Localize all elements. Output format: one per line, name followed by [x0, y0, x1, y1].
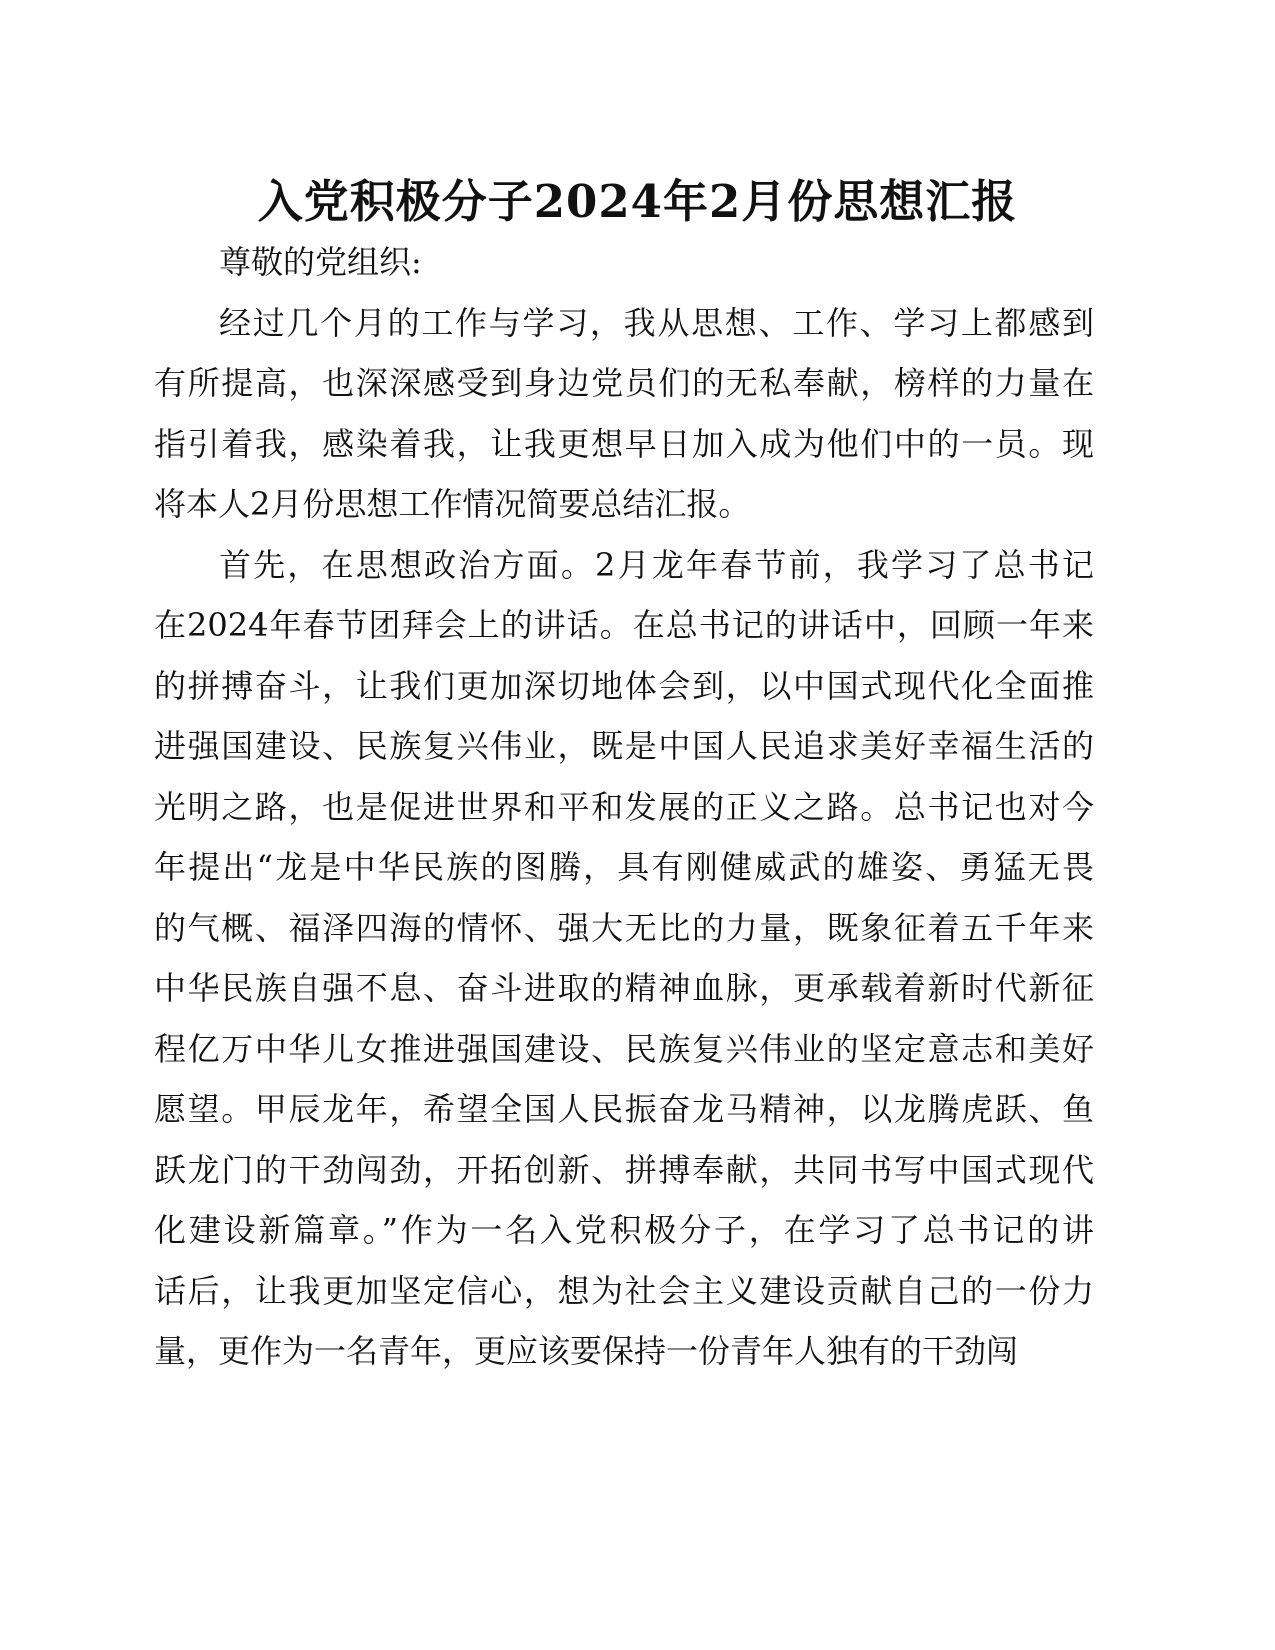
salutation-line: 尊敬的党组织: — [219, 243, 422, 281]
paragraph-line: 话后，让我更加坚定信心，想为社会主义建设贡献自己的一份力 — [154, 1271, 1094, 1310]
paragraph-line: 有所提高，也深深感受到身边党员们的无私奉献，榜样的力量在 — [154, 364, 1094, 402]
paragraph-line: 经过几个月的工作与学习，我从思想、工作、学习上都感到 — [219, 303, 1094, 342]
paragraph-line: 进强国建设、民族复兴伟业，既是中国人民追求美好幸福生活的 — [154, 727, 1094, 765]
paragraph-line: 光明之路，也是促进世界和平和发展的正义之路。总书记也对今 — [154, 787, 1094, 826]
document-body — [154, 232, 1094, 1382]
paragraph-line: 年提出“龙是中华民族的图腾，具有刚健威武的雄姿、勇猛无畏 — [154, 848, 1094, 886]
paragraph-line: 中华民族自强不息、奋斗进取的精神血脉，更承载着新时代新征 — [154, 969, 1094, 1007]
paragraph-line: 的气概、福泽四海的情怀、强大无比的力量，既象征着五千年来 — [154, 908, 1094, 947]
paragraph-line: 化建设新篇章。”作为一名入党积极分子，在学习了总书记的讲 — [154, 1211, 1094, 1249]
paragraph-line: 愿望。甲辰龙年，希望全国人民振奋龙马精神，以龙腾虎跃、鱼 — [154, 1090, 1094, 1128]
paragraph-line: 指引着我，感染着我，让我更想早日加入成为他们中的一员。现 — [154, 424, 1094, 463]
paragraph-line: 量，更作为一名青年，更应该要保持一份青年人独有的干劲闯 — [154, 1332, 1019, 1370]
paragraph-line: 在2024年春节团拜会上的讲话。在总书记的讲话中，回顾一年来 — [154, 606, 1094, 644]
document-title: 入党积极分子2024年2月份思想汇报 — [257, 175, 1018, 228]
paragraph-line: 程亿万中华儿女推进强国建设、民族复兴伟业的坚定意志和美好 — [154, 1029, 1094, 1068]
paragraph-line: 跃龙门的干劲闯劲，开拓创新、拼搏奉献，共同书写中国式现代 — [154, 1150, 1094, 1189]
paragraph-line: 的拼搏奋斗，让我们更加深切地体会到，以中国式现代化全面推 — [154, 666, 1094, 705]
paragraph-line: 将本人2月份思想工作情况简要总结汇报。 — [154, 485, 751, 523]
paragraph-line: 首先，在思想政治方面。2月龙年春节前，我学习了总书记 — [219, 545, 1094, 584]
